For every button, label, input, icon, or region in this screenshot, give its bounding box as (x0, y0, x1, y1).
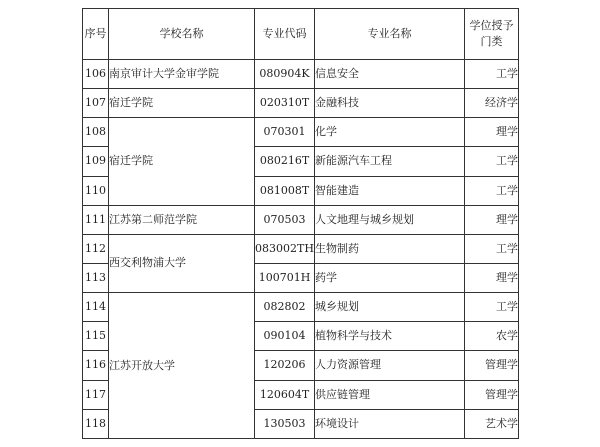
major-list-document (82, 8, 518, 439)
cell-code: 080216T (255, 147, 315, 176)
cell-school: 西交利物浦大学 (109, 234, 255, 292)
table-row (83, 293, 519, 322)
cell-major: 生物制药 (315, 234, 465, 263)
cell-index: 107 (83, 89, 109, 118)
cell-category: 工学 (465, 60, 519, 89)
table-row (83, 234, 519, 263)
cell-code: 020310T (255, 89, 315, 118)
cell-major: 供应链管理 (315, 380, 465, 409)
table-row (83, 205, 519, 234)
cell-major: 新能源汽车工程 (315, 147, 465, 176)
cell-major: 人力资源管理 (315, 351, 465, 380)
cell-category: 经济学 (465, 89, 519, 118)
cell-category: 理学 (465, 263, 519, 292)
cell-index: 106 (83, 60, 109, 89)
cell-index: 118 (83, 409, 109, 438)
cell-major: 信息安全 (315, 60, 465, 89)
cell-category: 工学 (465, 176, 519, 205)
cell-school: 宿迁学院 (109, 89, 255, 118)
cell-category: 工学 (465, 234, 519, 263)
cell-major: 城乡规划 (315, 293, 465, 322)
cell-major: 药学 (315, 263, 465, 292)
major-table (82, 8, 519, 439)
cell-index: 117 (83, 380, 109, 409)
cell-major: 植物科学与技术 (315, 322, 465, 351)
header-major: 专业名称 (315, 9, 465, 60)
cell-index: 112 (83, 234, 109, 263)
cell-index: 113 (83, 263, 109, 292)
cell-code: 070301 (255, 118, 315, 147)
cell-category: 艺术学 (465, 409, 519, 438)
table-header-row (83, 9, 519, 60)
cell-category: 理学 (465, 118, 519, 147)
cell-major: 金融科技 (315, 89, 465, 118)
table-row (83, 118, 519, 147)
cell-code: 081008T (255, 176, 315, 205)
table-row (83, 60, 519, 89)
table-row (83, 89, 519, 118)
header-code: 专业代码 (255, 9, 315, 60)
header-index: 序号 (83, 9, 109, 60)
cell-category: 管理学 (465, 351, 519, 380)
cell-index: 116 (83, 351, 109, 380)
cell-code: 080904K (255, 60, 315, 89)
cell-code: 070503 (255, 205, 315, 234)
cell-index: 111 (83, 205, 109, 234)
cell-school: 宿迁学院 (109, 118, 255, 205)
cell-code: 130503 (255, 409, 315, 438)
cell-category: 工学 (465, 147, 519, 176)
cell-school: 南京审计大学金审学院 (109, 60, 255, 89)
cell-code: 090104 (255, 322, 315, 351)
cell-index: 108 (83, 118, 109, 147)
header-school: 学校名称 (109, 9, 255, 60)
cell-code: 100701H (255, 263, 315, 292)
cell-school: 江苏第二师范学院 (109, 205, 255, 234)
cell-major: 环境设计 (315, 409, 465, 438)
cell-category: 农学 (465, 322, 519, 351)
cell-category: 管理学 (465, 380, 519, 409)
cell-code: 083002TH (255, 234, 315, 263)
cell-major: 智能建造 (315, 176, 465, 205)
cell-index: 109 (83, 147, 109, 176)
cell-major: 人文地理与城乡规划 (315, 205, 465, 234)
cell-index: 110 (83, 176, 109, 205)
cell-category: 理学 (465, 205, 519, 234)
cell-code: 120206 (255, 351, 315, 380)
cell-school: 江苏开放大学 (109, 293, 255, 439)
header-category: 学位授予门类 (465, 9, 519, 60)
cell-index: 114 (83, 293, 109, 322)
cell-index: 115 (83, 322, 109, 351)
cell-code: 082802 (255, 293, 315, 322)
cell-category: 工学 (465, 293, 519, 322)
cell-major: 化学 (315, 118, 465, 147)
cell-code: 120604T (255, 380, 315, 409)
